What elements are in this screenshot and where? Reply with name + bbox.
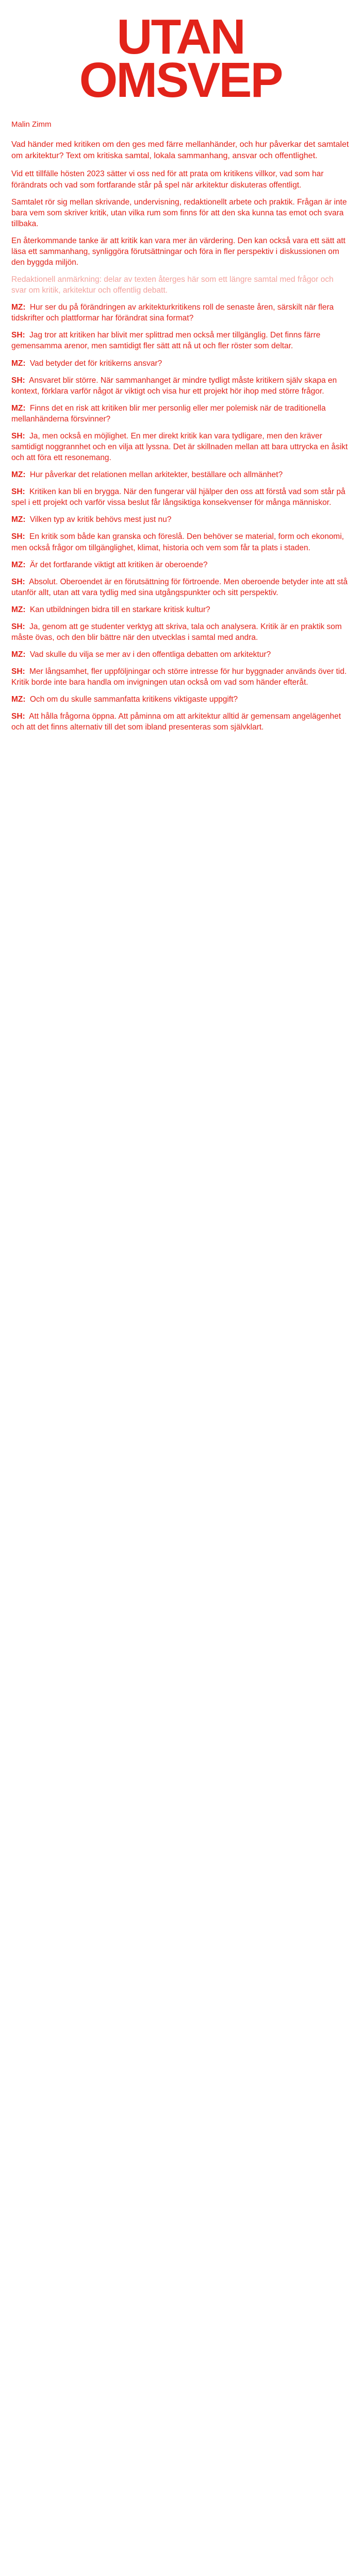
intro-paragraph: Samtalet rör sig mellan skrivande, undervisning, redaktionellt arbete och praktik. Frågan är inte bara vem som skriver kritik, utan vilka rum som finns för att den ska kunna tas emot och svara tillbaka.: [11, 197, 347, 228]
qa-item: [11, 649, 350, 660]
qa-item: [11, 531, 350, 553]
qa-text: Kritiken kan bli en brygga. När den fungerar väl hjälper den oss att förstå vad som står på spel i ett projekt och varför vissa beslut får långsiktiga konsekvenser för många människor.: [11, 487, 346, 507]
qa-item: [11, 514, 350, 525]
article-title-line-2: OMSVEP: [79, 53, 282, 108]
intro-paragraph: En återkommande tanke är att kritik kan vara mer än värdering. Den kan också vara ett sätt att läsa ett sammanhang, synliggöra förutsättningar och föra in fler perspektiv i diskussionen om den byggda miljön.: [11, 236, 346, 267]
qa-item: [11, 604, 350, 615]
qa-text: Jag tror att kritiken har blivit mer splittrad men också mer tillgänglig. Det finns färre gemensamma arenor, men samtidigt fler sätt att nå ut och fler röster som deltar.: [11, 331, 321, 351]
qa-text: Vad skulle du vilja se mer av i den offentliga debatten om arkitektur?: [29, 650, 271, 659]
speaker-label: SH:: [11, 667, 25, 676]
qa-item: [11, 358, 350, 369]
qa-text: Hur påverkar det relationen mellan arkitekter, beställare och allmänhet?: [29, 470, 283, 480]
qa-item: [11, 403, 350, 425]
qa-text: Mer långsamhet, fler uppföljningar och större intresse för hur byggnader används över tid. Kritik borde inte bara handla om invigningen utan också om vad som händer efteråt.: [11, 667, 347, 687]
speaker-label: SH:: [11, 376, 25, 385]
speaker-label: MZ:: [11, 359, 26, 368]
byline: Malin Zimm: [11, 120, 52, 129]
qa-item: [11, 375, 350, 397]
speaker-label: MZ:: [11, 560, 26, 569]
speaker-label: SH:: [11, 712, 25, 721]
qa-item: [11, 431, 350, 463]
article-title-line-1: UTAN: [117, 9, 244, 64]
qa-item: [11, 330, 350, 351]
qa-text: En kritik som både kan granska och föreslå. Den behöver se material, form och ekonomi, men också frågor om tillgänglighet, klimat, historia och vem som får ta plats i staden.: [11, 532, 344, 552]
qa-item: [11, 694, 350, 705]
qa-item: [11, 666, 350, 688]
speaker-label: MZ:: [11, 470, 26, 480]
qa-item: [11, 302, 350, 324]
qa-item: [11, 486, 350, 508]
speaker-label: SH:: [11, 331, 25, 340]
qa-text: Kan utbildningen bidra till en starkare kritisk kultur?: [29, 605, 210, 614]
qa-item: [11, 577, 350, 598]
speaker-label: MZ:: [11, 695, 26, 704]
speaker-label: SH:: [11, 487, 25, 497]
qa-text: Ja, men också en möjlighet. En mer direkt kritik kan vara tydligare, men den kräver samtidigt noggrannhet och en vilja att lyssna. Det är skillnaden mellan att bara uttrycka en åsikt och att föra ett resonemang.: [11, 431, 348, 463]
qa-text: Och om du skulle sammanfatta kritikens viktigaste uppgift?: [29, 695, 238, 704]
speaker-label: MZ:: [11, 605, 26, 614]
lede-paragraph: Vad händer med kritiken om den ges med färre mellanhänder, och hur påverkar det samtalet om arkitektur? Text om kritiska samtal, lokala sammanhang, ansvar och offentlighet.: [11, 140, 349, 160]
qa-text: Ansvaret blir större. När sammanhanget är mindre tydligt måste kritikern själv skapa en kontext, förklara varför något är viktigt och visa hur ett projekt hör ihop med större frågor.: [11, 376, 337, 396]
qa-text: Vilken typ av kritik behövs mest just nu?: [29, 515, 172, 524]
speaker-label: SH:: [11, 622, 25, 631]
article-title: [11, 9, 350, 108]
qa-text: Vad betyder det för kritikerns ansvar?: [29, 359, 162, 368]
qa-text: Ja, genom att ge studenter verktyg att skriva, tala och analysera. Kritik är en praktik som måste övas, och den blir bättre när den utvecklas i samtal med andra.: [11, 622, 342, 642]
speaker-label: SH:: [11, 577, 25, 586]
qa-text: Är det fortfarande viktigt att kritiken är oberoende?: [29, 560, 208, 569]
qa-item: [11, 621, 350, 643]
qa-text: Finns det en risk att kritiken blir mer personlig eller mer polemisk när de traditionella mellanhänderna försvinner?: [11, 403, 326, 423]
qa-item: [11, 711, 350, 733]
qa-item: [11, 469, 350, 480]
article-body: [11, 168, 350, 296]
qa-text: Hur ser du på förändringen av arkitekturkritikens roll de senaste åren, särskilt när flera tidskrifter och plattformar har förändrat sina format?: [11, 303, 334, 323]
speaker-label: MZ:: [11, 515, 26, 524]
qa-item: [11, 560, 350, 570]
qa-text: Att hålla frågorna öppna. Att påminna om att arkitektur alltid är gemensam angelägenhet och att det finns alternativ till det som ibland presenteras som självklart.: [11, 712, 341, 732]
qa-section: [11, 302, 350, 733]
speaker-label: MZ:: [11, 650, 26, 659]
footer-space: [11, 739, 350, 743]
speaker-label: MZ:: [11, 403, 26, 413]
speaker-label: SH:: [11, 431, 25, 440]
speaker-label: SH:: [11, 532, 25, 541]
intro-paragraph: Vid ett tillfälle hösten 2023 sätter vi oss ned för att prata om kritikens villkor, vad som har förändrats och vad som fortfarande står på spel när arkitektur diskuteras offentligt.: [11, 170, 324, 190]
faded-note: Redaktionell anmärkning: delar av texten återges här som ett längre samtal med frågor och svar om kritik, arkitektur och offentlig debatt.: [11, 275, 334, 295]
speaker-label: MZ:: [11, 303, 26, 312]
qa-text: Absolut. Oberoendet är en förutsättning för förtroende. Men oberoende betyder inte att stå utanför allt, utan att vara tydlig med sina utgångspunkter och sitt perspektiv.: [11, 577, 348, 597]
